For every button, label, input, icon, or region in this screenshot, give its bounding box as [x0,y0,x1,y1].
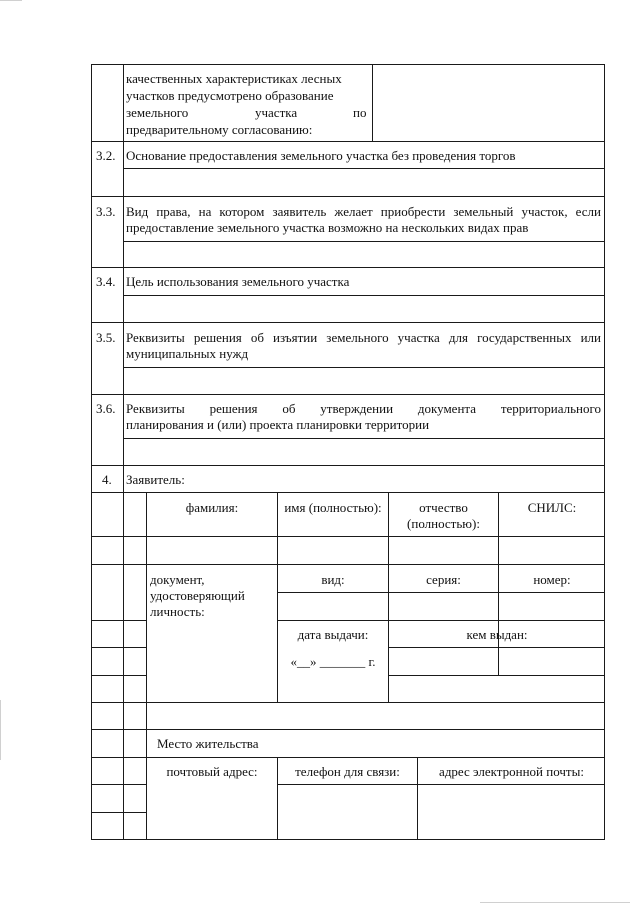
row-divider [91,784,146,785]
row-divider [91,702,605,703]
snils-label: СНИЛС: [527,500,577,515]
doc-number-label: номер: [533,572,571,587]
section-3-2-input[interactable] [124,169,604,196]
row-divider [91,141,605,142]
postal-address-input[interactable] [147,785,277,839]
row-divider [91,394,605,395]
patronymic-label: (полностью): [407,516,480,531]
section-number: 3.3. [96,204,116,219]
column-divider [91,64,92,840]
row-divider [91,322,605,323]
section-number: 3.5. [96,330,116,345]
row-text: земельного [126,105,189,120]
doc-type-input[interactable] [278,593,388,620]
row-divider [277,620,605,621]
doc-series-input[interactable] [389,593,498,620]
email-label: адрес электронной почты: [439,764,584,779]
application-form [91,64,605,840]
row-text: качественных характеристиках лесных [126,71,342,86]
section-label: планирования и (или) проекта планировки территории [126,417,430,432]
issue-date-input[interactable]: «__» _______ г. [290,654,376,669]
identity-document-label: удостоверяющий [150,588,245,603]
section-label: Основание предоставления земельного участка без проведения торгов [126,148,516,163]
residence-input[interactable] [278,730,605,757]
row-divider [91,196,605,197]
consent-answer-field[interactable] [373,65,604,141]
row-divider [91,757,605,758]
row-divider [91,267,605,268]
snils-input[interactable] [499,537,605,564]
section-3-3-input[interactable] [124,242,604,267]
scan-edge-mark [0,0,22,1]
row-text: по [353,105,367,120]
phone-input[interactable] [278,785,417,839]
applicant-title: Заявитель: [126,472,185,487]
surname-label: фамилия: [185,500,239,515]
section-label: Реквизиты решения об изъятии земельного участка для государственных или [126,330,601,345]
section-label: Цель использования земельного участка [126,274,350,289]
patronymic-label: отчество [419,500,468,515]
column-divider [604,64,605,840]
row-divider [91,839,605,840]
residence-label: Место жительства [157,736,259,751]
issued-by-input[interactable] [389,648,605,702]
row-text: участка [255,105,298,120]
section-label: предоставление земельного участка возможно на нескольких видах прав [126,220,529,235]
row-text: участков предусмотрено образование [126,88,334,103]
section-label: муниципальных нужд [126,346,249,361]
scan-edge-mark [0,700,1,760]
postal-address-label: почтовый адрес: [166,764,258,779]
phone-label: телефон для связи: [295,764,400,779]
row-divider [91,620,146,621]
doc-number-input[interactable] [499,593,605,620]
doc-type-label: вид: [321,572,345,587]
row-divider [91,492,605,493]
row-divider [91,812,146,813]
section-3-4-input[interactable] [124,296,604,322]
scan-edge-mark [480,902,630,903]
section-number: 3.6. [96,401,116,416]
row-text: предварительному согласованию: [126,122,313,137]
row-divider [91,465,605,466]
issue-date-label: дата выдачи: [297,627,369,642]
section-number: 3.2. [96,148,116,163]
issued-by-label: кем выдан: [466,627,528,642]
first-name-input[interactable] [278,537,388,564]
row-divider [91,564,605,565]
identity-document-label: документ, [150,572,205,587]
email-input[interactable] [418,785,604,839]
row-divider [91,647,146,648]
section-3-5-input[interactable] [124,368,604,394]
row-divider [91,675,146,676]
patronymic-input[interactable] [389,537,498,564]
surname-input[interactable] [147,537,277,564]
doc-series-label: серия: [426,572,461,587]
section-number: 4. [102,472,112,487]
section-3-6-input[interactable] [124,439,604,465]
section-label: Вид права, на котором заявитель желает приобрести земельный участок, если [126,204,601,219]
section-label: Реквизиты решения об утверждении документа территориального [126,401,601,416]
first-name-label: имя (полностью): [284,500,382,515]
identity-document-label: личность: [150,604,205,619]
section-number: 3.4. [96,274,116,289]
